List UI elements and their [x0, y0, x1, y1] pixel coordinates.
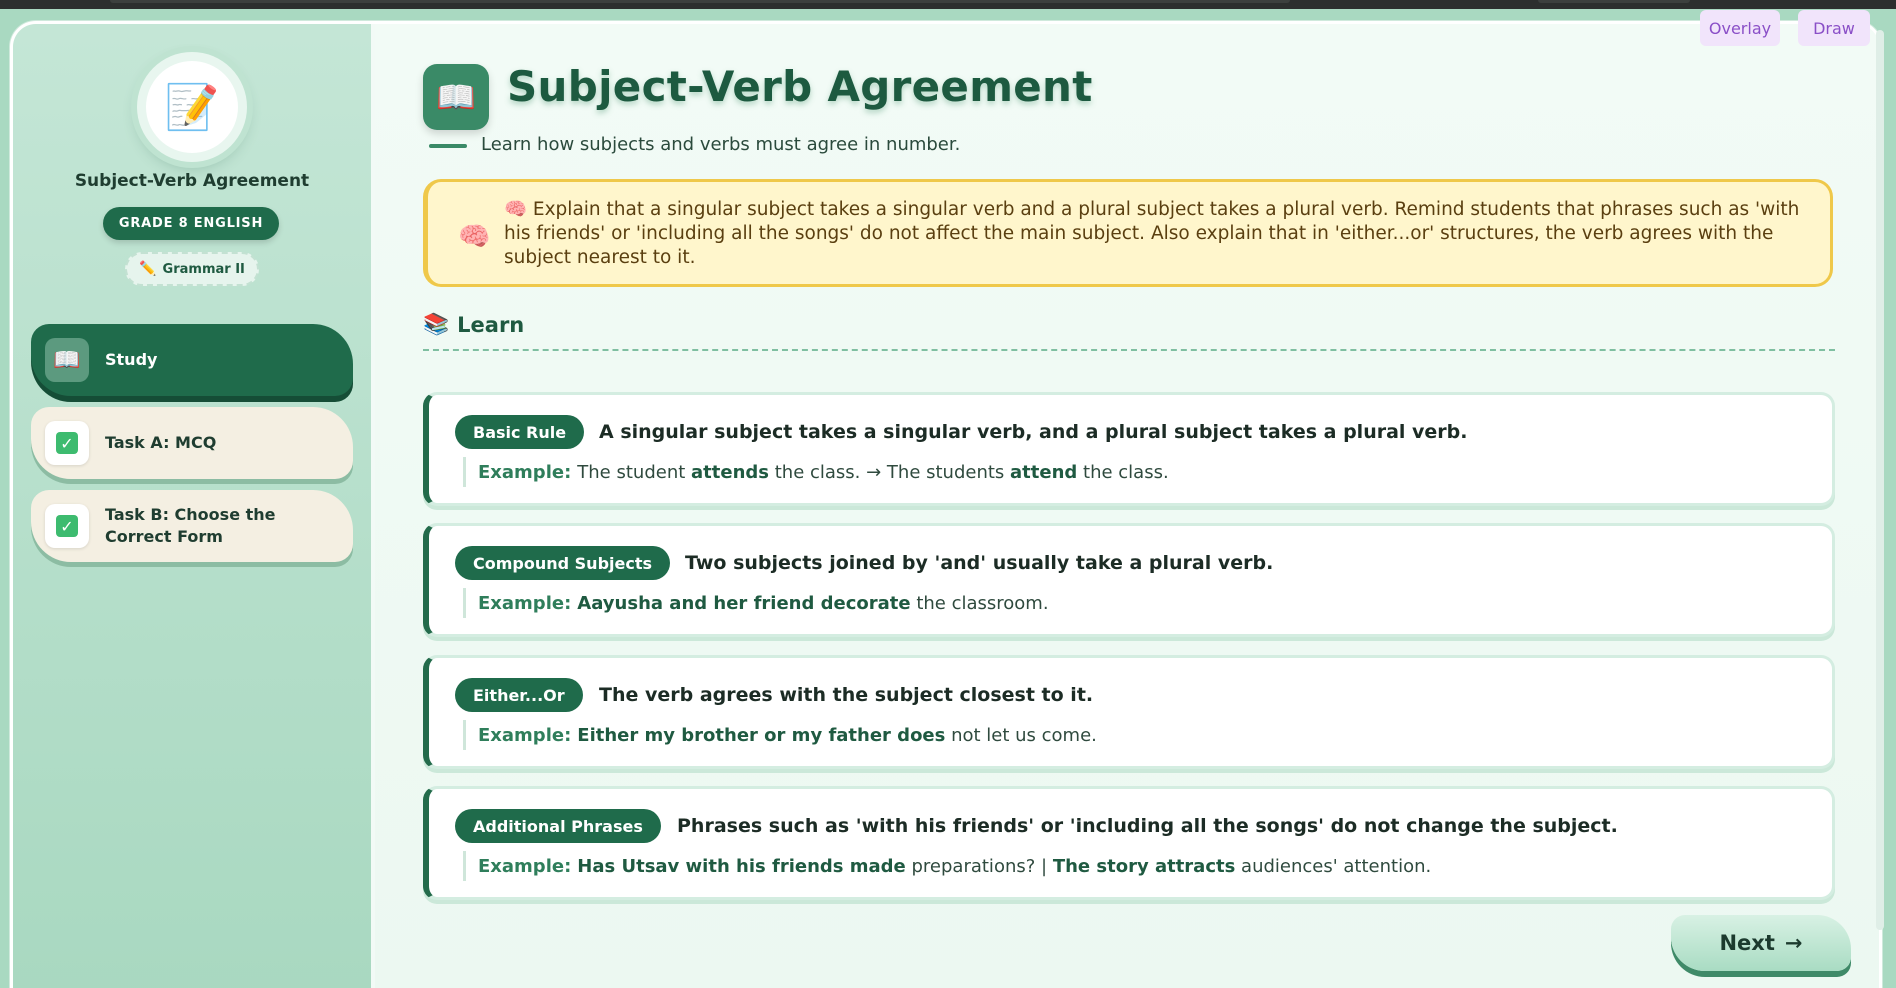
learn-heading-label: Learn — [457, 312, 525, 337]
rule-card — [423, 786, 1835, 900]
example-highlight: attend — [1010, 461, 1078, 483]
app-shell — [10, 21, 1882, 988]
arrow-right-icon: → — [1784, 931, 1803, 955]
rule-card — [423, 392, 1835, 506]
scrollbar[interactable] — [1876, 30, 1884, 930]
browser-top-bar — [0, 0, 1896, 9]
example-segment: not let us come. — [945, 724, 1097, 746]
nav-item-study[interactable] — [31, 324, 353, 396]
sidebar-title: Subject-Verb Agreement — [74, 171, 310, 191]
topic-label: Grammar II — [162, 261, 245, 277]
nav-label: Task B: Choose the Correct Form — [105, 505, 276, 546]
overlay-button[interactable]: Overlay — [1700, 10, 1780, 46]
nav-label: Study — [105, 350, 158, 369]
sidebar — [13, 24, 375, 988]
rule-text: Two subjects joined by 'and' usually take a plural verb. — [685, 552, 1274, 574]
example-text — [577, 462, 1168, 483]
page-title: Subject-Verb Agreement — [507, 62, 1093, 111]
open-book-icon: 📖 — [45, 338, 89, 382]
example-text — [577, 725, 1097, 746]
example-label: Example: — [478, 461, 572, 483]
nav-item-task-b[interactable] — [31, 490, 353, 562]
rule-tag: Compound Subjects — [455, 546, 670, 580]
checkbox-icon: ✓ — [45, 421, 89, 465]
main-content — [375, 24, 1879, 988]
rule-example — [463, 851, 1431, 881]
grade-badge: GRADE 8 ENGLISH — [103, 207, 279, 240]
rule-tag: Additional Phrases — [455, 809, 661, 843]
example-label: Example: — [478, 592, 572, 614]
rule-tag: Either...Or — [455, 678, 583, 712]
rule-text: A singular subject takes a singular verb, and a plural subject takes a plural verb. — [599, 421, 1468, 443]
teacher-note-text — [504, 198, 1804, 270]
rule-example — [463, 720, 1097, 750]
example-highlight: The story attracts — [1052, 855, 1236, 877]
example-label: Example: — [478, 855, 572, 877]
next-button[interactable] — [1671, 915, 1851, 971]
section-divider — [423, 349, 1835, 351]
draw-button[interactable]: Draw — [1798, 10, 1870, 46]
top-bar-button — [1538, 0, 1690, 3]
example-segment: the classroom. — [910, 592, 1049, 614]
rule-text: The verb agrees with the subject closest to it. — [599, 684, 1094, 706]
pencil-icon: ✏️ — [139, 261, 157, 277]
nav-label: Task A: MCQ — [105, 433, 217, 452]
next-button-label: Next — [1719, 931, 1775, 955]
books-icon: 📚 — [423, 312, 450, 336]
example-highlight: Has Utsav with his friends made — [577, 855, 906, 877]
example-highlight: Either my brother or my father does — [577, 724, 946, 746]
example-text — [577, 856, 1431, 877]
rule-text: Phrases such as 'with his friends' or 'including all the songs' do not change the subject. — [677, 815, 1618, 837]
rule-card — [423, 655, 1835, 769]
nav-item-task-a[interactable] — [31, 407, 353, 479]
checkbox-icon: ✓ — [45, 504, 89, 548]
open-book-icon: 📖 — [423, 64, 489, 130]
rule-card — [423, 523, 1835, 637]
example-segment: audiences' attention. — [1235, 855, 1432, 877]
example-highlight: attends — [691, 461, 769, 483]
example-segment: the class. → The students — [769, 461, 1011, 483]
example-label: Example: — [478, 724, 572, 746]
example-segment: The student — [577, 461, 692, 483]
example-highlight: Aayusha and her friend decorate — [577, 592, 911, 614]
memo-pencil-icon: 📝 — [146, 61, 238, 153]
learn-heading — [423, 312, 524, 337]
example-segment: the class. — [1077, 461, 1169, 483]
example-text — [577, 593, 1048, 614]
page-subtitle: Learn how subjects and verbs must agree in number. — [481, 134, 961, 155]
teacher-note — [423, 179, 1833, 287]
topic-chip — [125, 252, 259, 286]
brain-icon: 🧠 — [458, 222, 491, 252]
rule-tag: Basic Rule — [455, 415, 584, 449]
brain-icon: 🧠 — [504, 199, 533, 220]
subtitle-accent-line — [429, 144, 467, 148]
example-segment: preparations? | — [905, 855, 1053, 877]
note-body: Explain that a singular subject takes a singular verb and a plural subject takes a plural verb. Remind students that phrases such as 'with his friends' or 'including all the songs' do not affect the main subject. Also explain that in 'either...or' structures, the verb agrees with the subject nearest to it. — [504, 199, 1800, 268]
top-bar-field — [110, 0, 1290, 3]
lesson-avatar — [137, 52, 247, 162]
rule-example — [463, 588, 1049, 618]
rule-example — [463, 457, 1169, 487]
